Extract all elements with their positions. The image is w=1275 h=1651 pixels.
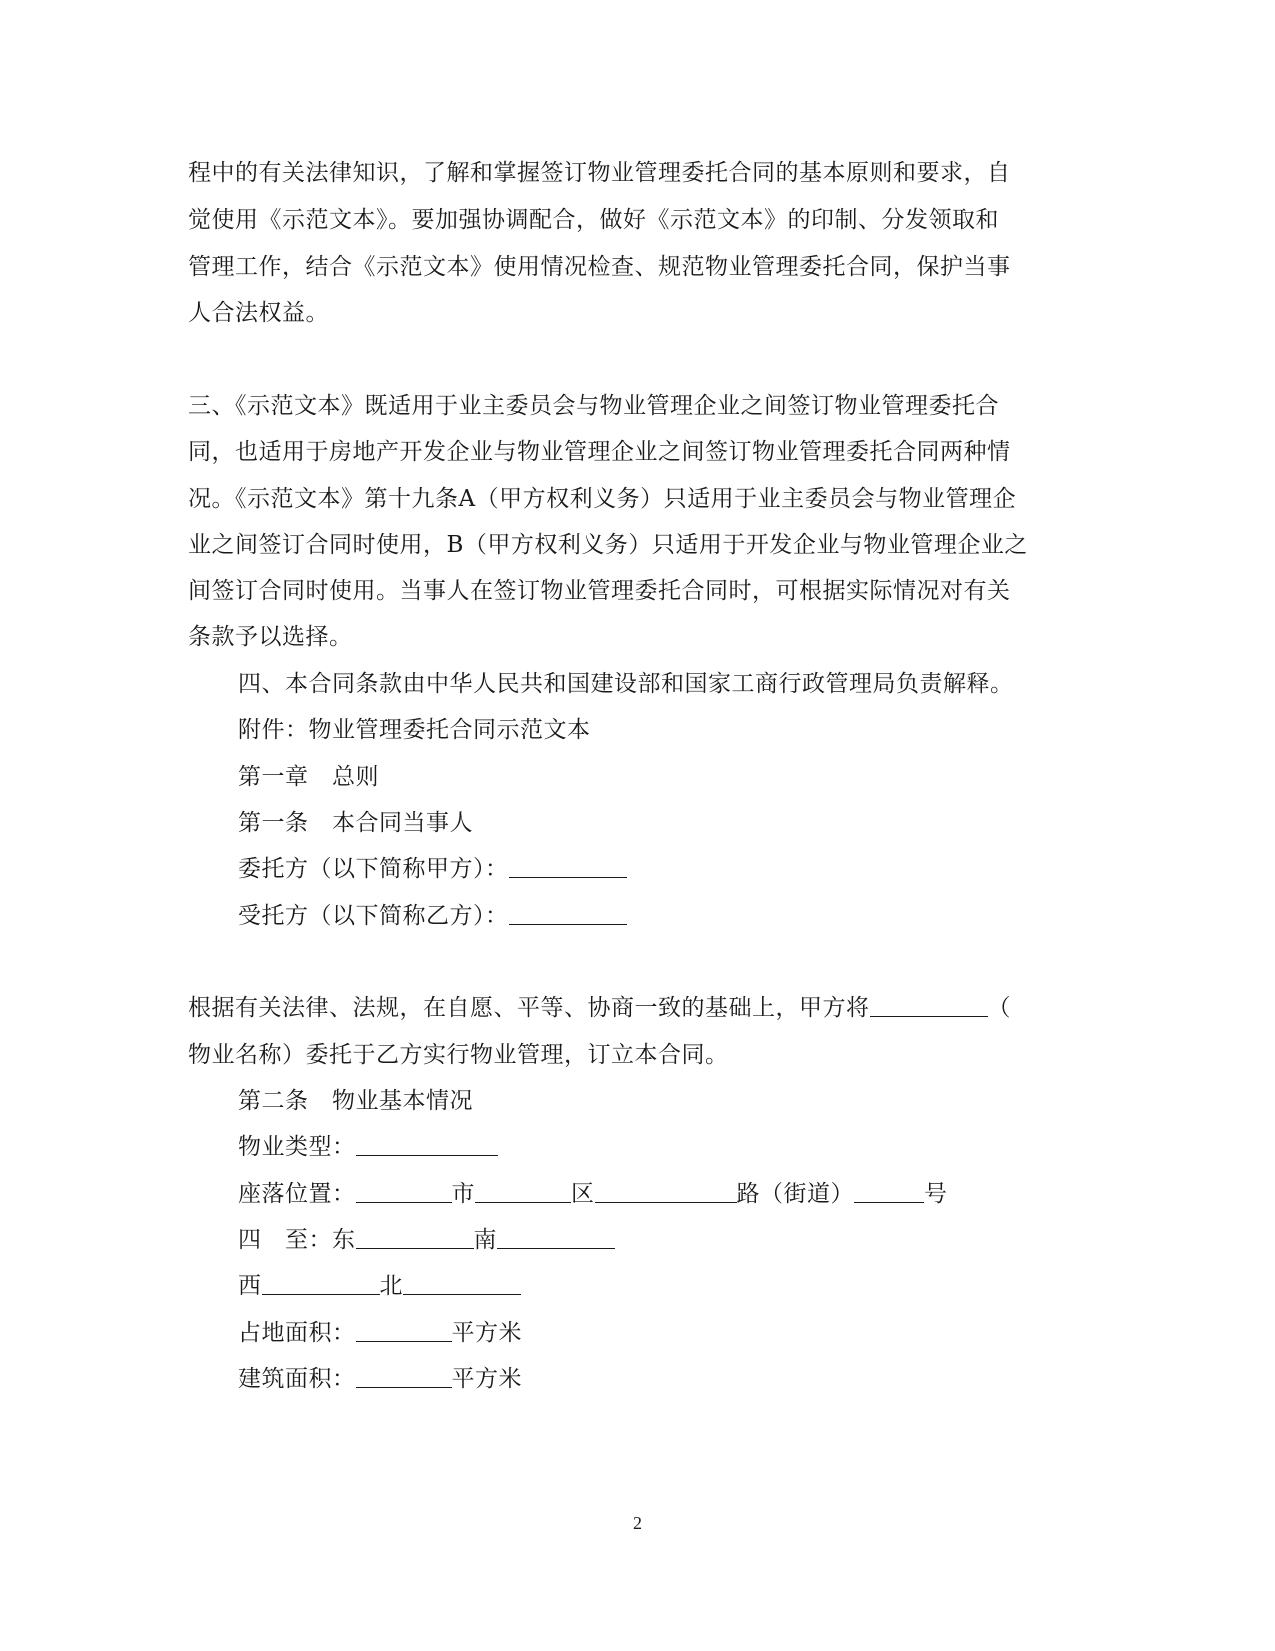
land-area-label: 占地面积： <box>238 1320 356 1346</box>
road-label: 路（街道） <box>736 1181 854 1207</box>
property-name-blank <box>870 994 988 1017</box>
property-type-line <box>238 1132 498 1162</box>
number-blank <box>854 1180 924 1203</box>
body-line: 程中的有关法律知识，了解和掌握签订物业管理委托合同的基本原则和要求，自 <box>188 160 1011 186</box>
body-line: 间签订合同时使用。当事人在签订物业管理委托合同时，可根据实际情况对有关 <box>188 578 1011 604</box>
number-label: 号 <box>924 1181 948 1207</box>
building-area-line <box>238 1364 522 1394</box>
body-line: 四、本合同条款由中华人民共和国建设部和国家工商行政管理局负责解释。 <box>238 671 1014 697</box>
article-heading: 第二条 物业基本情况 <box>238 1088 473 1114</box>
building-area-blank <box>356 1365 452 1388</box>
location-label: 座落位置： <box>238 1181 356 1207</box>
road-blank <box>595 1180 737 1203</box>
south-label: 南 <box>473 1227 497 1253</box>
entrust-party-line <box>238 854 627 884</box>
north-label: 北 <box>379 1273 403 1299</box>
trustee-party-blank <box>509 902 627 925</box>
district-label: 区 <box>571 1181 595 1207</box>
agreement-text: 根据有关法律、法规，在自愿、平等、协商一致的基础上，甲方将 <box>188 995 870 1021</box>
property-type-blank <box>356 1133 498 1156</box>
district-blank <box>475 1180 571 1203</box>
boundaries-line-1 <box>238 1225 615 1255</box>
body-line: 业之间签订合同时使用，B（甲方权利义务）只适用于开发企业与物业管理企业之 <box>188 532 1028 558</box>
page-number: 2 <box>633 1513 642 1533</box>
attachment-title: 附件：物业管理委托合同示范文本 <box>238 717 591 743</box>
city-label: 市 <box>451 1181 475 1207</box>
entrust-party-blank <box>509 855 627 878</box>
body-line: 三、《示范文本》既适用于业主委员会与物业管理企业之间签订物业管理委托合 <box>188 393 999 419</box>
city-blank <box>356 1180 452 1203</box>
land-area-unit: 平方米 <box>451 1320 522 1346</box>
boundaries-label: 四 至：东 <box>238 1227 356 1253</box>
agreement-line-2: 物业名称）委托于乙方实行物业管理，订立本合同。 <box>188 1042 729 1068</box>
land-area-line <box>238 1318 522 1348</box>
body-line: 同，也适用于房地产开发企业与物业管理企业之间签订物业管理委托合同两种情 <box>188 439 1011 465</box>
entrust-party-label: 委托方（以下简称甲方）： <box>238 856 509 882</box>
location-line <box>238 1179 948 1209</box>
chapter-heading: 第一章 总则 <box>238 764 379 790</box>
trustee-party-line <box>238 901 627 931</box>
west-blank <box>262 1272 380 1295</box>
body-line: 人合法权益。 <box>188 300 329 326</box>
land-area-blank <box>356 1319 452 1342</box>
agreement-paren: （ <box>987 995 1011 1021</box>
body-line: 条款予以选择。 <box>188 624 353 650</box>
east-blank <box>356 1226 474 1249</box>
west-label: 西 <box>238 1273 262 1299</box>
north-blank <box>403 1272 521 1295</box>
article-heading: 第一条 本合同当事人 <box>238 810 473 836</box>
south-blank <box>497 1226 615 1249</box>
body-line: 管理工作，结合《示范文本》使用情况检查、规范物业管理委托合同，保护当事 <box>188 254 1011 280</box>
property-type-label: 物业类型： <box>238 1134 356 1160</box>
body-line: 况。《示范文本》第十九条A（甲方权利义务）只适用于业主委员会与物业管理企 <box>188 486 1017 512</box>
trustee-party-label: 受托方（以下简称乙方）： <box>238 903 509 929</box>
building-area-label: 建筑面积： <box>238 1366 356 1392</box>
boundaries-line-2 <box>238 1271 521 1301</box>
body-line: 觉使用《示范文本》。要加强协调配合，做好《示范文本》的印制、分发领取和 <box>188 207 999 233</box>
building-area-unit: 平方米 <box>451 1366 522 1392</box>
agreement-line <box>188 993 1011 1023</box>
